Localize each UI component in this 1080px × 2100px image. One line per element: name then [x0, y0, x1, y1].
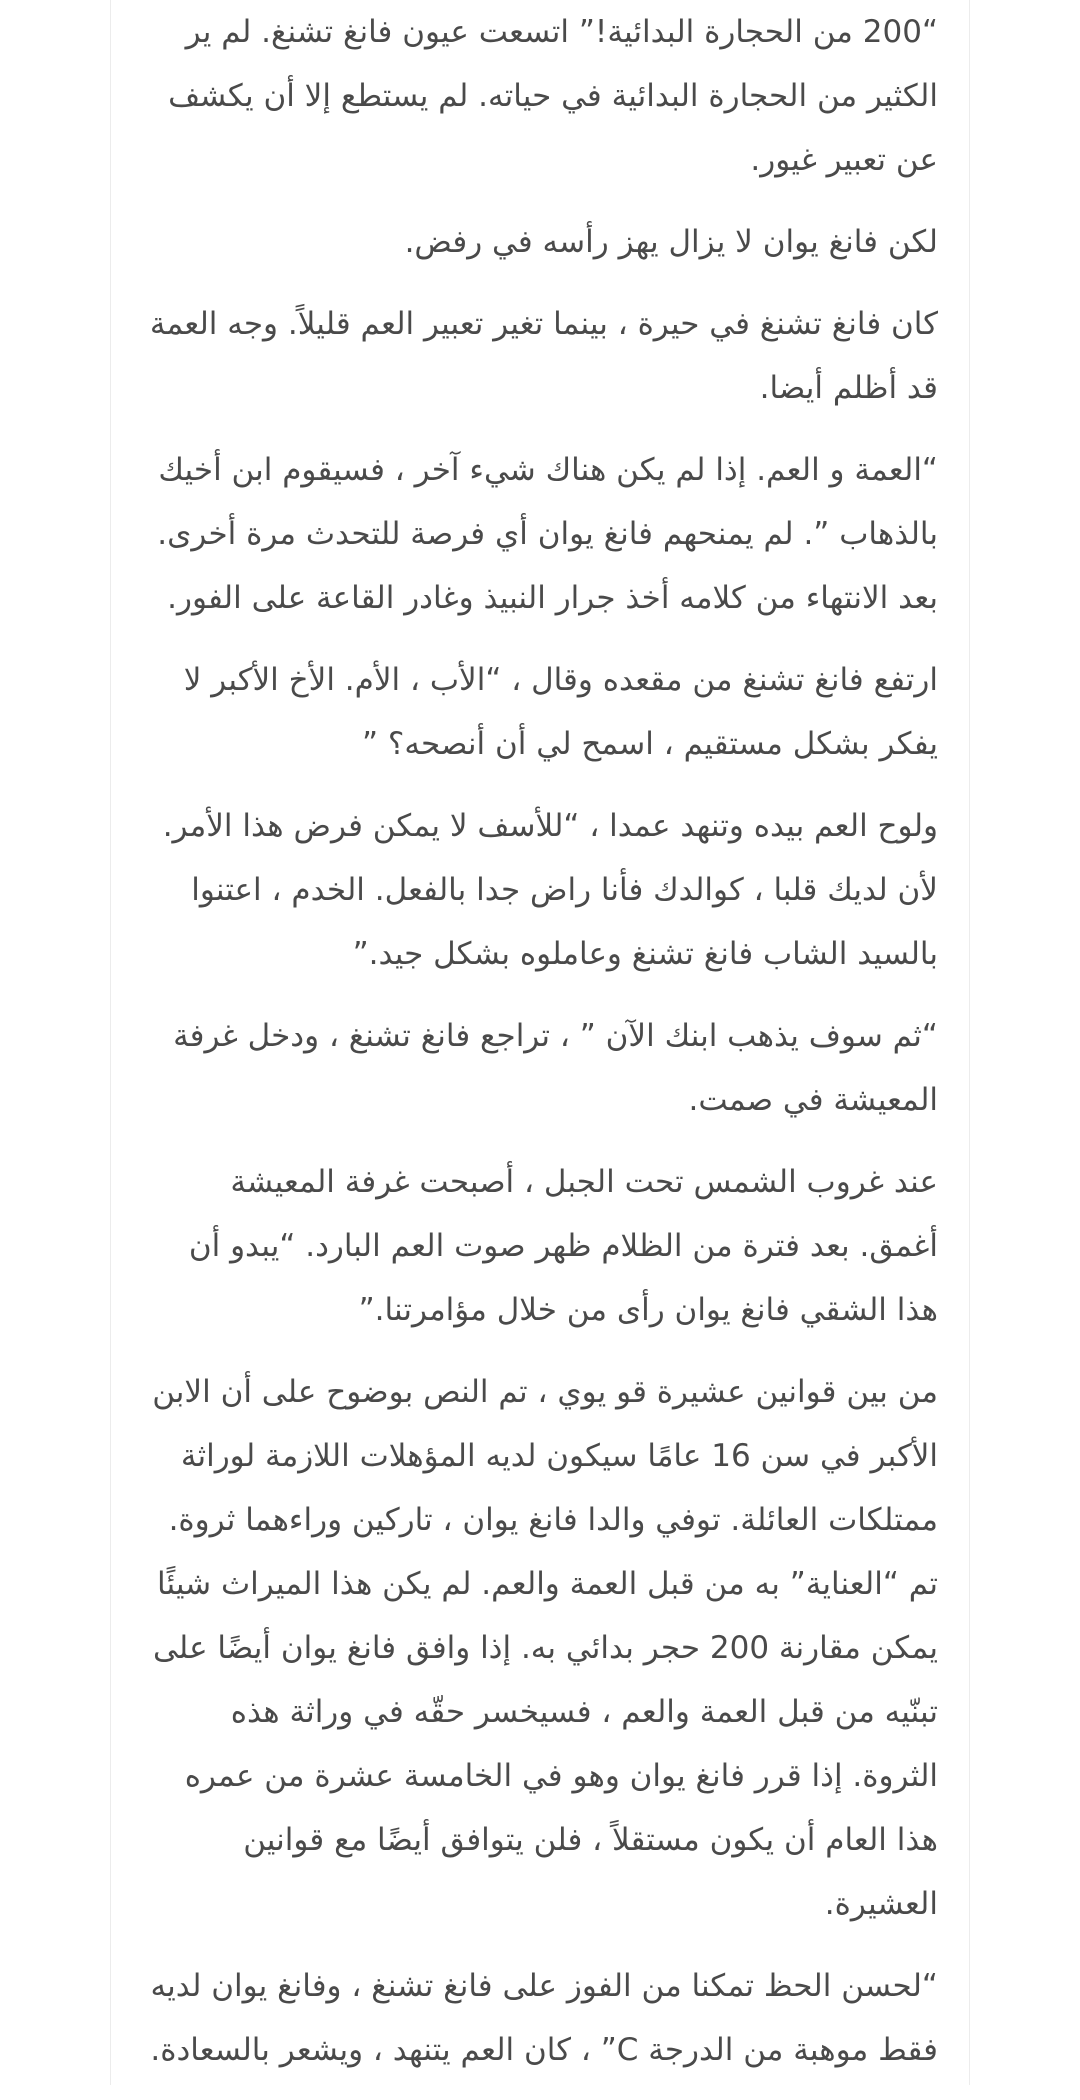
paragraph: ارتفع فانغ تشنغ من مقعده وقال ، “الأب ، الأم. الأخ الأكبر لا يفكر بشكل مستقيم ، اسمح لي أن أنصحه؟ ”: [183, 662, 938, 762]
paragraph: عند غروب الشمس تحت الجبل ، أصبحت غرفة المعيشة أغمق. بعد فترة من الظلام ظهر صوت العم البارد. “يبدو أن هذا الشقي فانغ يوان رأى من خلال مؤامرتنا.”: [188, 1164, 938, 1328]
paragraph: لكن فانغ يوان لا يزال يهز رأسه في رفض.: [404, 224, 938, 260]
paragraph: كان فانغ تشنغ في حيرة ، بينما تغير تعبير العم قليلاً. وجه العمة قد أظلم أيضا.: [149, 306, 938, 406]
chapter-text: [144, 0, 938, 2100]
paragraph: “200 من الحجارة البدائية!” اتسعت عيون فانغ تشنغ. لم ير الكثير من الحجارة البدائية في حياته. لم يستطع إلا أن يكشف عن تعبير غيور.: [168, 14, 938, 178]
paragraph: من بين قوانين عشيرة قو يوي ، تم النص بوضوح على أن الابن الأكبر في سن 16 عامًا سيكون لديه المؤهلات اللازمة لوراثة ممتلكات العائلة. توفي والدا فانغ يوان ، تاركين وراءهما ثروة. تم “العناية” به من قبل العمة والعم. لم يكن هذا الميراث شيئًا يمكن مقارنة 200 حجر بدائي به. إذا وافق فانغ يوان أيضًا على تبنّيه من قبل العمة والعم ، فسيخسر حقّه في وراثة هذه الثروة. إذا قرر فانغ يوان وهو في الخامسة عشرة من عمره هذا العام أن يكون مستقلاً ، فلن يتوافق أيضًا مع قوانين العشيرة.: [152, 1374, 938, 1922]
paragraph: ولوح العم بيده وتنهد عمدا ، “للأسف لا يمكن فرض هذا الأمر. لأن لديك قلبا ، كوالدك فأنا راض جدا بالفعل. الخدم ، اعتنوا بالسيد الشاب فانغ تشنغ وعاملوه بشكل جيد.”: [162, 808, 938, 972]
reader-page: [110, 0, 970, 2085]
paragraph: “العمة و العم. إذا لم يكن هناك شيء آخر ، فسيقوم ابن أخيك بالذهاب ”. لم يمنحهم فانغ يوان أي فرصة للتحدث مرة أخرى. بعد الانتهاء من كلامه أخذ جرار النبيذ وغادر القاعة على الفور.: [157, 452, 938, 616]
paragraph: “ثم سوف يذهب ابنك الآن ” ، تراجع فانغ تشنغ ، ودخل غرفة المعيشة في صمت.: [173, 1018, 938, 1118]
paragraph: “لحسن الحظ تمكنا من الفوز على فانغ تشنغ ، وفانغ يوان لديه فقط موهبة من الدرجة C” ، كان العم يتنهد ، ويشعر بالسعادة.: [150, 1968, 938, 2068]
